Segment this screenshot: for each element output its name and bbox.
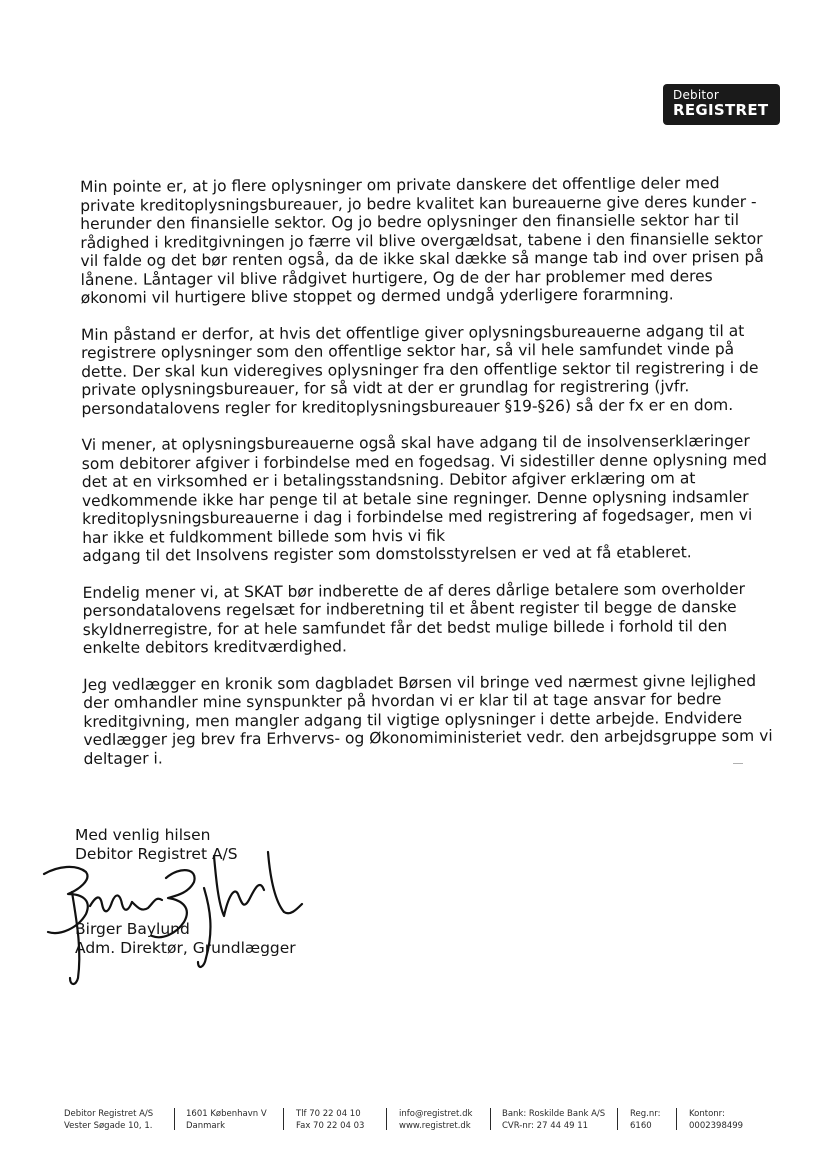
footer-phone: [296, 1108, 364, 1132]
paragraph-line: Endelig mener vi, at SKAT bør indberette de af deres dårlige betalere som overholder: [82, 579, 746, 602]
paragraph-line: Jeg vedlægger en kronik som dagbladet Børsen vil bringe ved nærmest givne lejlighed: [83, 671, 757, 694]
paragraph-line: herunder den finansielle sektor. Og jo bedre oplysninger den finansielle sektor har til: [80, 210, 740, 233]
footer-city: [186, 1108, 267, 1132]
logo-line-2: REGISTRET: [673, 101, 769, 119]
paragraph-1: [80, 174, 771, 308]
paragraph-line: Min påstand er derfor, at hvis det offentlige giver oplysningsbureauerne adgang til at: [80, 321, 745, 344]
paragraph-line: dette. Der skal kun videregives oplysninger fra den offentlige sektor til registrering i de: [81, 358, 759, 381]
signatory-title: Adm. Direktør, Grundlægger: [75, 939, 296, 957]
footer-divider: [386, 1108, 387, 1130]
footer-line: Tlf 70 22 04 10: [296, 1109, 361, 1119]
footer-line: Danmark: [186, 1121, 226, 1131]
paragraph-line: som debitorer afgiver i forbindelse med en fogedsag. Vi sidestiller denne oplysning med: [81, 450, 767, 473]
paragraph-line: Vi mener, at oplysningsbureauerne også skal have adgang til de insolvenserklæringer: [81, 431, 750, 454]
footer-bank: [502, 1108, 605, 1132]
footer-website[interactable]: www.registret.dk: [399, 1121, 471, 1131]
footer-line: Fax 70 22 04 03: [296, 1121, 365, 1131]
paragraph-line: det at en virksomhed er i betalingsstandsning. Debitor afgiver erklæring om at: [81, 469, 696, 491]
paragraph-line: vedkommende ikke har penge til at betale sine regninger. Denne oplysning indsamler: [81, 487, 749, 510]
paragraph-line: vil falde og det bør renten også, da de ikke skal dække så mange tab ind over prisen på: [80, 247, 764, 270]
paragraph-line: enkelte debitors kreditværdighed.: [82, 637, 347, 657]
footer-line: Reg.nr:: [630, 1109, 661, 1119]
paragraph-line: deltager i.: [83, 749, 163, 768]
footer-line: Kontonr:: [689, 1109, 725, 1119]
paragraph-line: kreditgivning, men mangler adgang til vigtige oplysninger i dette arbejde. Endvidere: [83, 708, 743, 731]
paragraph-line: persondatalovens regelsæt for indberetning til et åbent register til begge de danske: [82, 597, 737, 620]
paragraph-line: lånene. Låntager vil blive rådgivet hurtigere, Og de der har problemer med deres: [80, 266, 713, 289]
logo-line-1: Debitor: [673, 88, 719, 102]
footer-line: CVR-nr: 27 44 49 11: [502, 1121, 589, 1131]
paragraph-line: private oplysningsbureauer, for så vidt at der er grundlag for registrering (jvfr.: [81, 377, 690, 399]
paragraph-line: kreditoplysningsbureauerne i dag i forbindelse med registrering af fogedsager, men vi: [82, 505, 753, 528]
paragraph-line: har ikke et fuldkomment billede som hvis vi fik: [82, 526, 446, 547]
footer-line: 1601 København V: [186, 1109, 267, 1119]
paragraph-line: vedlægger jeg brev fra Erhvervs- og Økonomiministeriet vedr. den arbejdsgruppe som vi: [83, 726, 773, 749]
paragraph-line: Min pointe er, at jo flere oplysninger om private danskere det offentlige deler med: [80, 174, 720, 196]
footer-line: 0002398499: [689, 1121, 744, 1131]
paragraph-line: persondatalovens regler for kreditoplysningsbureauer §19-§26) så der fx er en dom.: [81, 395, 734, 418]
paragraph-line: private kreditoplysningsbureauer, jo bedre kvalitet kan bureauerne give deres kunder -: [80, 192, 757, 215]
page-footer: [0, 1108, 826, 1138]
footer-reg: [630, 1108, 660, 1132]
footer-divider: [174, 1108, 175, 1130]
footer-line: 6160: [630, 1121, 652, 1131]
footer-divider: [676, 1108, 677, 1130]
company-logo: [663, 84, 780, 125]
paragraph-2: [81, 321, 772, 418]
paragraph-line: økonomi vil hurtigere blive stoppet og dermed undgå yderligere forarmning.: [80, 285, 674, 307]
letter-body: [80, 174, 774, 786]
paragraph-line: adgang til det Insolvens register som domstolsstyrelsen er ved at få etableret.: [82, 543, 692, 565]
paragraph-3: [82, 432, 773, 566]
paragraph-line: registrere oplysninger som den offentlige sektor har, så vil hele samfundet vinde på: [81, 340, 735, 362]
paragraph-4: [82, 579, 772, 657]
signatory-name: Birger Baylund: [75, 920, 190, 938]
footer-email[interactable]: info@registret.dk: [399, 1109, 473, 1119]
paragraph-line: rådighed i kreditgivningen jo færre vil blive overgældsat, tabene i den finansielle sektor: [80, 229, 763, 252]
footer-divider: [617, 1108, 618, 1130]
scan-speck: [733, 763, 743, 764]
footer-account: [689, 1108, 743, 1132]
footer-line: Vester Søgade 10, 1.: [64, 1121, 153, 1131]
footer-web: [399, 1108, 472, 1132]
greeting: Med venlig hilsen: [75, 826, 211, 844]
footer-divider: [490, 1108, 491, 1130]
footer-line: Bank: Roskilde Bank A/S: [502, 1109, 606, 1119]
footer-divider: [283, 1108, 284, 1130]
company-name: Debitor Registret A/S: [75, 844, 238, 863]
paragraph-line: skyldnerregistre, for at hele samfundet får det bedst mulige billede i forhold til den: [82, 616, 728, 639]
paragraph-line: der omhandler mine synspunkter på hvordan vi er klar til at tage ansvar for bedre: [83, 690, 722, 712]
footer-company: [64, 1108, 153, 1132]
handwritten-signature: [38, 838, 308, 988]
footer-line: Debitor Registret A/S: [64, 1109, 154, 1119]
paragraph-5: [83, 671, 774, 768]
